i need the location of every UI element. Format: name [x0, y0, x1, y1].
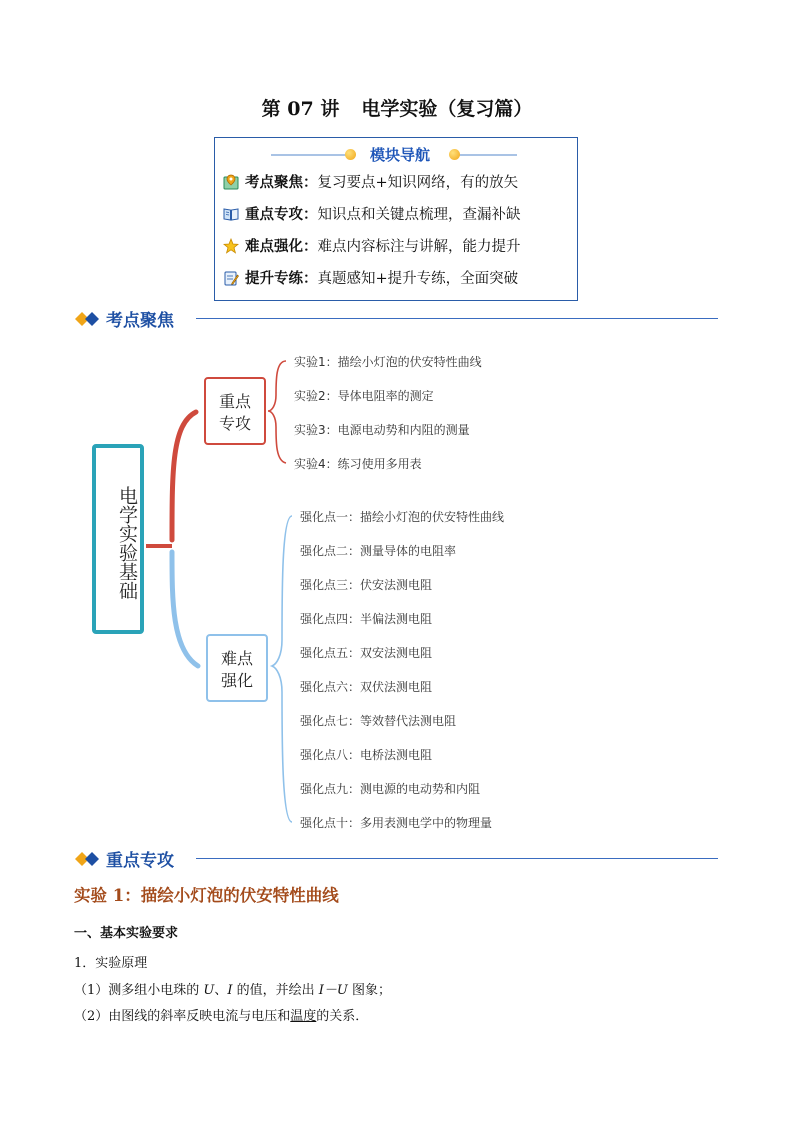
module-navigation-box: [214, 137, 578, 301]
nav-decor-line-right: [455, 154, 517, 156]
double-diamond-icon: [74, 850, 100, 868]
nav-text: 难点内容标注与讲解，能力提升: [317, 239, 521, 255]
nav-row-practice: [223, 268, 518, 290]
paragraph-slope: [74, 1005, 368, 1024]
section-rule: [196, 318, 718, 319]
text-run: 的关系．: [316, 1009, 369, 1024]
double-diamond-icon: [74, 310, 100, 328]
section-rule: [196, 858, 718, 859]
symbol-u: U: [203, 983, 215, 998]
notepad-icon: [223, 270, 239, 286]
nav-label: 考点聚焦：: [245, 174, 318, 191]
nav-label: 重点专攻：: [245, 206, 318, 223]
book-icon: [223, 206, 239, 222]
lecture-topic: 电学实验（复习篇）: [361, 98, 533, 120]
lecture-number: 第 07 讲: [261, 98, 340, 120]
hard-item: 强化点五：双安法测电阻: [300, 646, 433, 660]
hard-item: 强化点七：等效替代法测电阻: [300, 714, 457, 728]
key-item: 实验2：导体电阻率的测定: [294, 389, 434, 403]
text-run: （2）由图线的斜率反映电流与电压和: [74, 1009, 291, 1024]
paragraph-principle: 1．实验原理: [74, 956, 148, 971]
nav-title: 模块导航: [369, 146, 430, 164]
brace-key: [268, 361, 286, 463]
brace-hard: [272, 516, 292, 822]
mind-map: [0, 340, 794, 840]
section-title: 重点专攻: [106, 851, 174, 871]
section-title: 考点聚焦: [106, 311, 174, 331]
hard-item: 强化点十：多用表测电学中的物理量: [300, 816, 493, 830]
key-item: 实验1：描绘小灯泡的伏安特性曲线: [294, 355, 482, 369]
branch-hard: [206, 634, 268, 702]
symbol-i: I: [227, 983, 233, 998]
text-run: 图象；: [347, 983, 392, 998]
star-icon: [223, 238, 239, 254]
map-pin-icon: [223, 174, 239, 190]
underlined-term: 温度: [290, 1009, 317, 1024]
connector-key: [172, 412, 196, 540]
nav-label: 提升专练：: [245, 270, 318, 287]
hard-item: 强化点三：伏安法测电阻: [300, 578, 433, 592]
hard-item: 强化点四：半偏法测电阻: [300, 612, 433, 626]
experiment-title: 实验 1：描绘小灯泡的伏安特性曲线: [74, 886, 339, 905]
nav-text: 复习要点+知识网络，有的放矢: [317, 175, 519, 191]
hard-item: 强化点二：测量导体的电阻率: [300, 544, 457, 558]
nav-row-hard: [223, 236, 521, 258]
mind-map-root: [92, 444, 144, 634]
page-title: [0, 94, 794, 121]
root-label: 电学实验基础: [116, 486, 138, 600]
hard-item: 强化点六：双伏法测电阻: [300, 680, 433, 694]
nav-decor-line-left: [271, 154, 353, 156]
branch-hard-label: 难点 强化: [220, 649, 253, 690]
hard-item: 强化点八：电桥法测电阻: [300, 748, 433, 762]
branch-key-label: 重点 专攻: [218, 392, 251, 433]
nav-row-focus: [223, 172, 518, 194]
nav-text: 真题感知+提升专练，全面突破: [317, 271, 519, 287]
key-item: 实验4：练习使用多用表: [294, 457, 422, 471]
nav-decor-dot-right: [449, 149, 460, 160]
paragraph-measure: [74, 979, 391, 998]
nav-text: 知识点和关键点梳理，查漏补缺: [317, 207, 521, 223]
symbol-iu: I－U: [318, 983, 348, 998]
heading-basic-requirements: 一、基本实验要求: [74, 926, 179, 941]
text-run: 、: [214, 983, 228, 998]
nav-header: [215, 144, 577, 166]
branch-key: [204, 377, 266, 445]
nav-label: 难点强化：: [245, 238, 318, 255]
key-item: 实验3：电源电动势和内阻的测量: [294, 423, 470, 437]
text-run: 的值，并绘出: [232, 983, 319, 998]
text-run: （1）测多组小电珠的: [74, 983, 204, 998]
hard-item: 强化点一：描绘小灯泡的伏安特性曲线: [300, 510, 505, 524]
connector-hard: [172, 552, 198, 666]
hard-item: 强化点九：测电源的电动势和内阻: [300, 782, 481, 796]
nav-row-key: [223, 204, 521, 226]
